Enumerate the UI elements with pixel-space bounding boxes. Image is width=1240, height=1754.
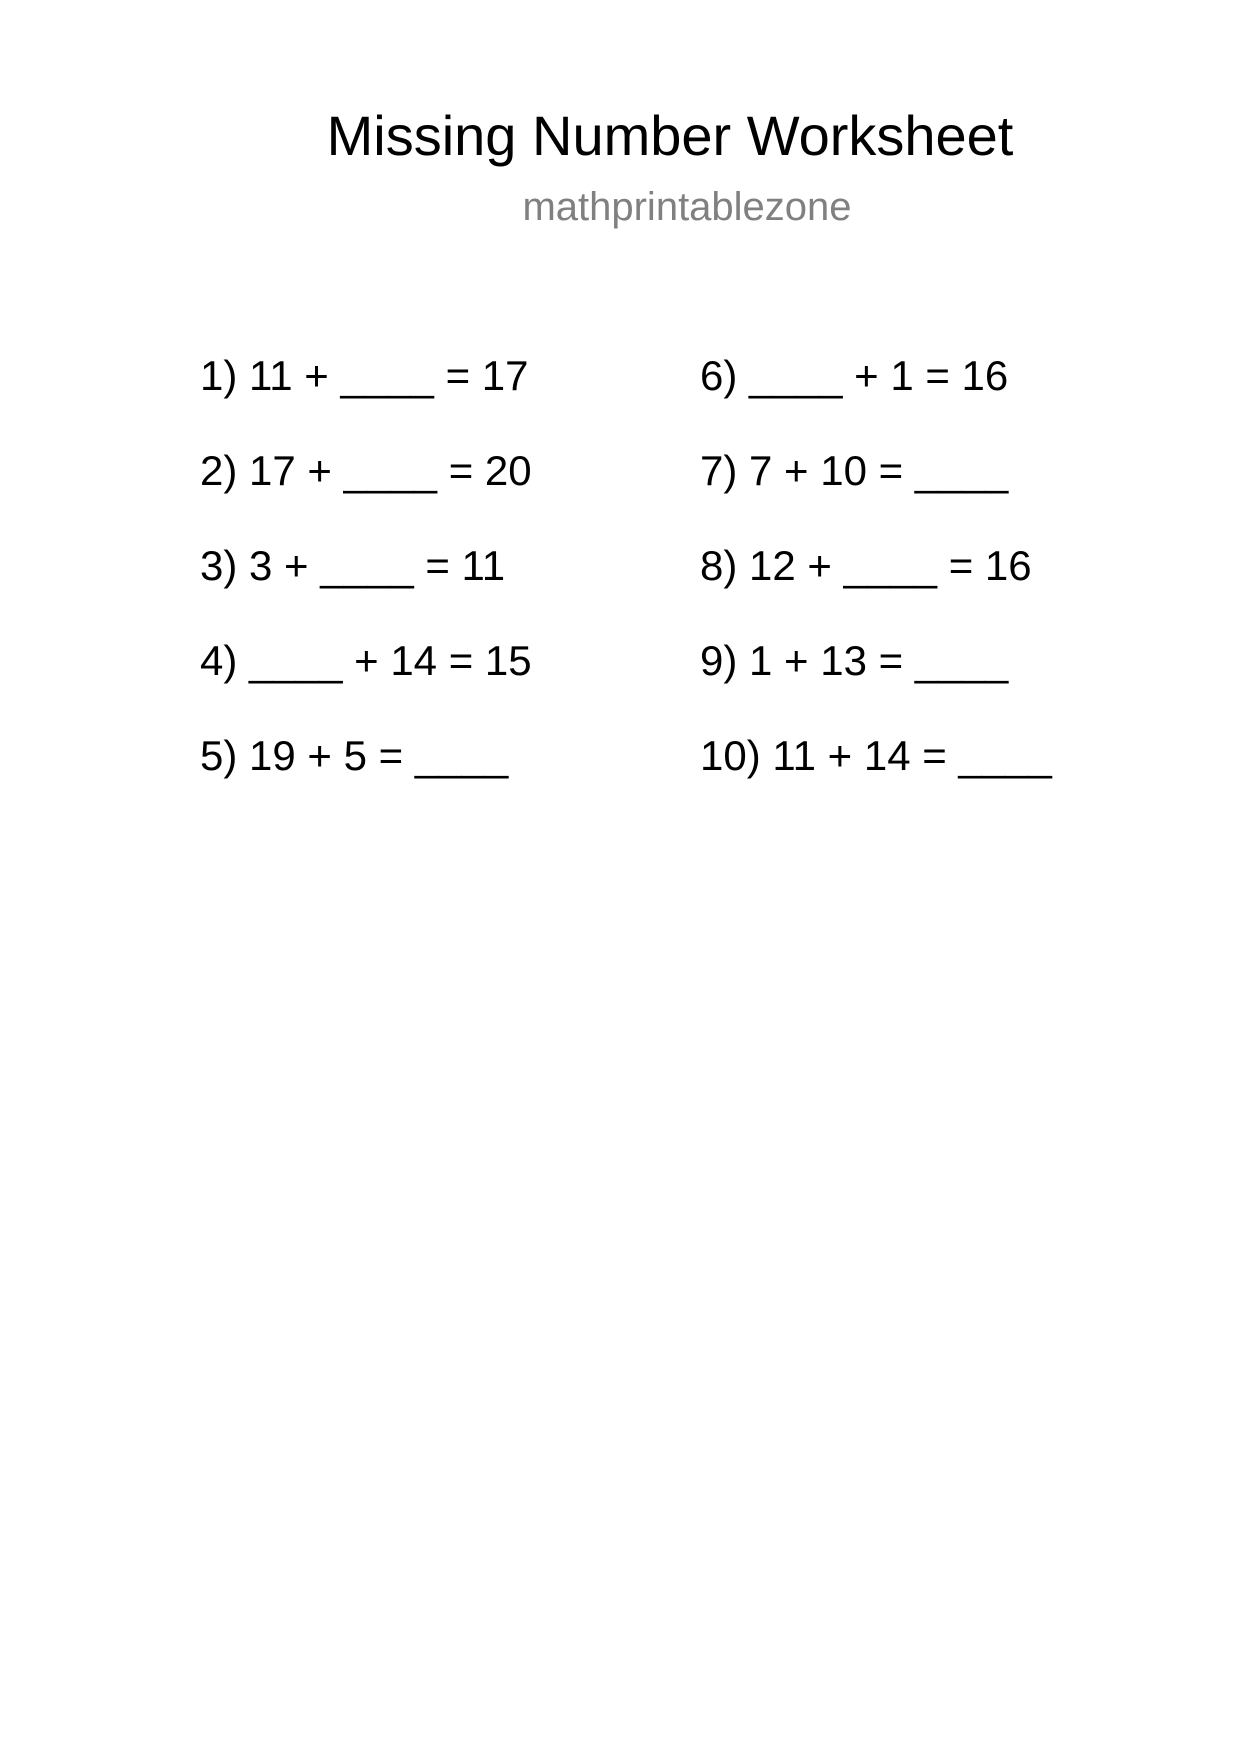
problem-7: 7) 7 + 10 = ____	[700, 447, 1009, 494]
problem-8: 8) 12 + ____ = 16	[700, 542, 1032, 589]
problem-5: 5) 19 + 5 = ____	[200, 732, 509, 779]
problem-10: 10) 11 + 14 = ____	[700, 732, 1052, 779]
problem-6: 6) ____ + 1 = 16	[700, 352, 1009, 399]
problem-2: 2) 17 + ____ = 20	[200, 447, 532, 494]
problem-9: 9) 1 + 13 = ____	[700, 637, 1009, 684]
problem-4: 4) ____ + 14 = 15	[200, 637, 532, 684]
problem-3: 3) 3 + ____ = 11	[200, 542, 506, 589]
page-subtitle: mathprintablezone	[522, 185, 852, 229]
page-title: Missing Number Worksheet	[326, 104, 1014, 167]
problem-1: 1) 11 + ____ = 17	[200, 352, 529, 399]
